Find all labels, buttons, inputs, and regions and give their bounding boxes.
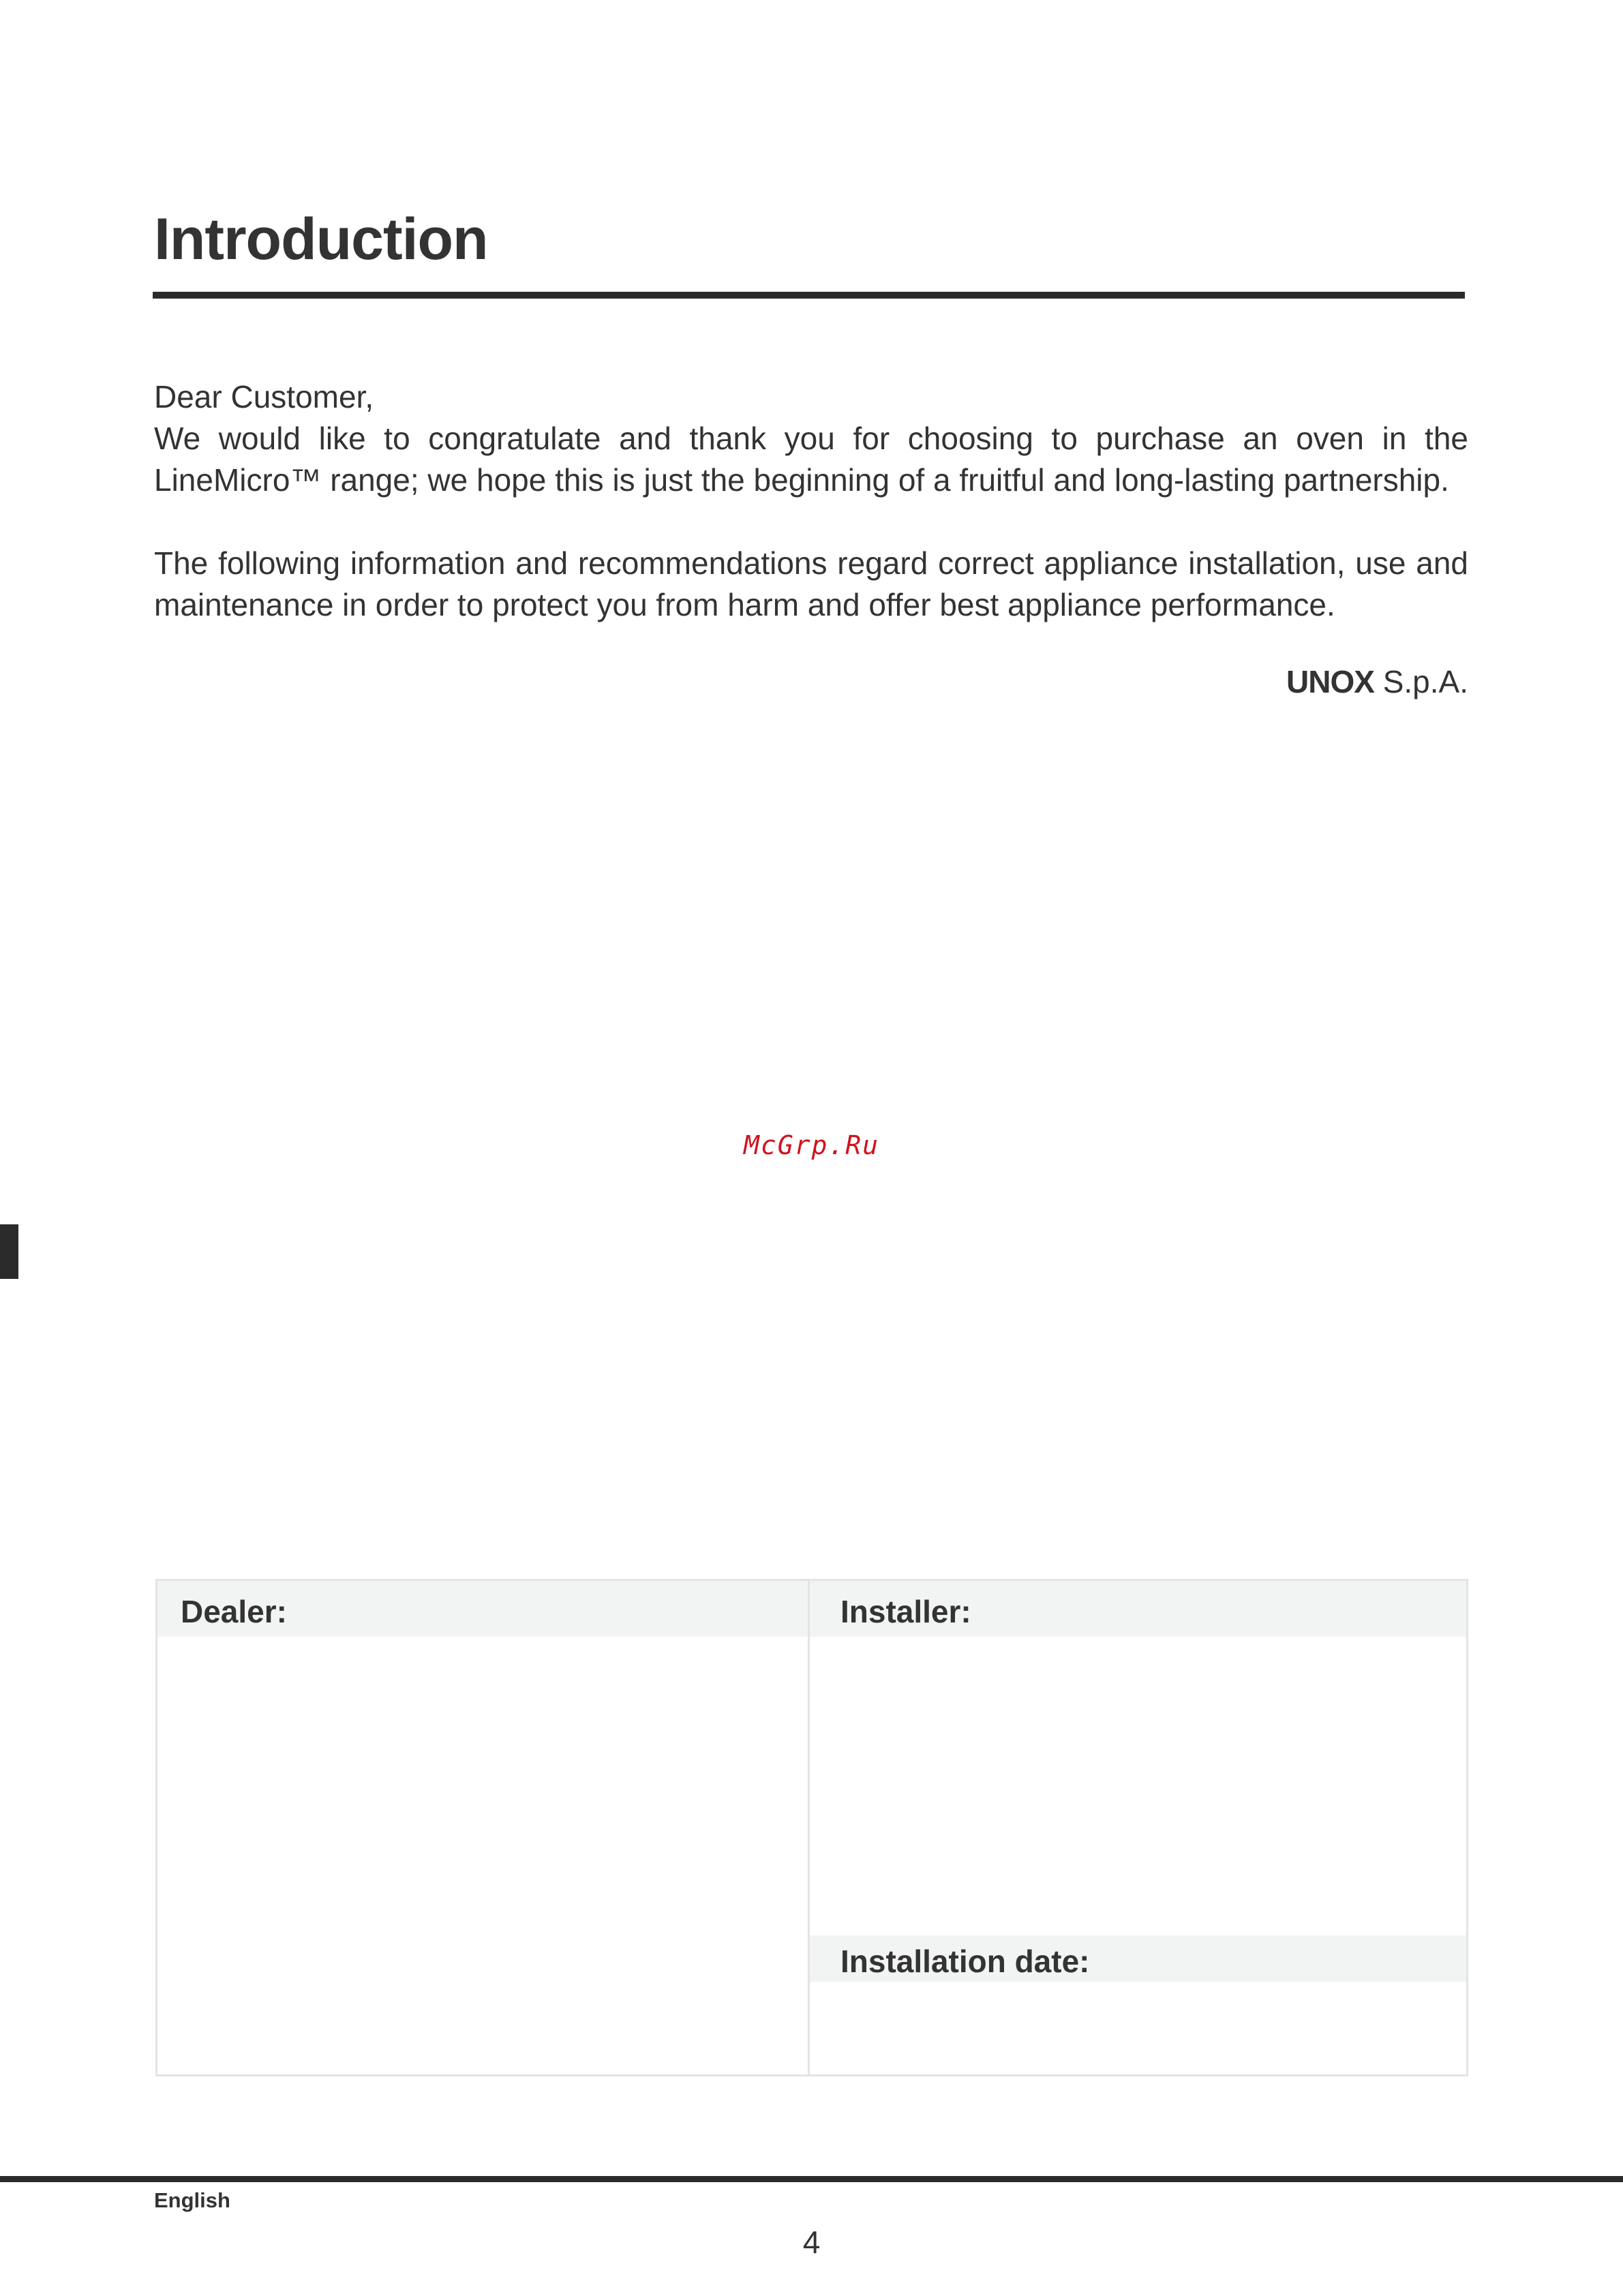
introduction-body — [154, 376, 1468, 626]
unox-logo: UNOX — [1286, 664, 1374, 699]
dealer-installer-table — [155, 1579, 1468, 2076]
intro-paragraph-1: We would like to congratulate and thank you for choosing to purchase an oven in the LineMicro™ range; we hope this is just the beginning of a fruitful and long-lasting partnership. — [154, 421, 1468, 498]
page-title: Introduction — [154, 207, 488, 272]
greeting: Dear Customer, — [154, 379, 374, 414]
footer-divider — [0, 2176, 1623, 2182]
installation-date-label: Installation date: — [810, 1935, 1466, 1982]
company-signature — [1286, 661, 1468, 703]
footer-language: English — [154, 2188, 230, 2212]
section-tab-marker — [0, 1224, 18, 1279]
company-suffix: S.p.A. — [1382, 664, 1468, 699]
page-number: 4 — [802, 2224, 821, 2260]
title-divider — [153, 292, 1465, 299]
dealer-label: Dealer: — [157, 1581, 808, 1637]
installer-label: Installer: — [810, 1581, 1466, 1637]
intro-paragraph-2: The following information and recommendations regard correct appliance installation, use and maintenance in order to protect you from harm and offer best appliance performance. — [154, 545, 1468, 622]
dealer-column — [157, 1581, 810, 2074]
watermark-link[interactable]: McGrp.Ru — [743, 1130, 880, 1160]
installer-column — [810, 1581, 1466, 2074]
